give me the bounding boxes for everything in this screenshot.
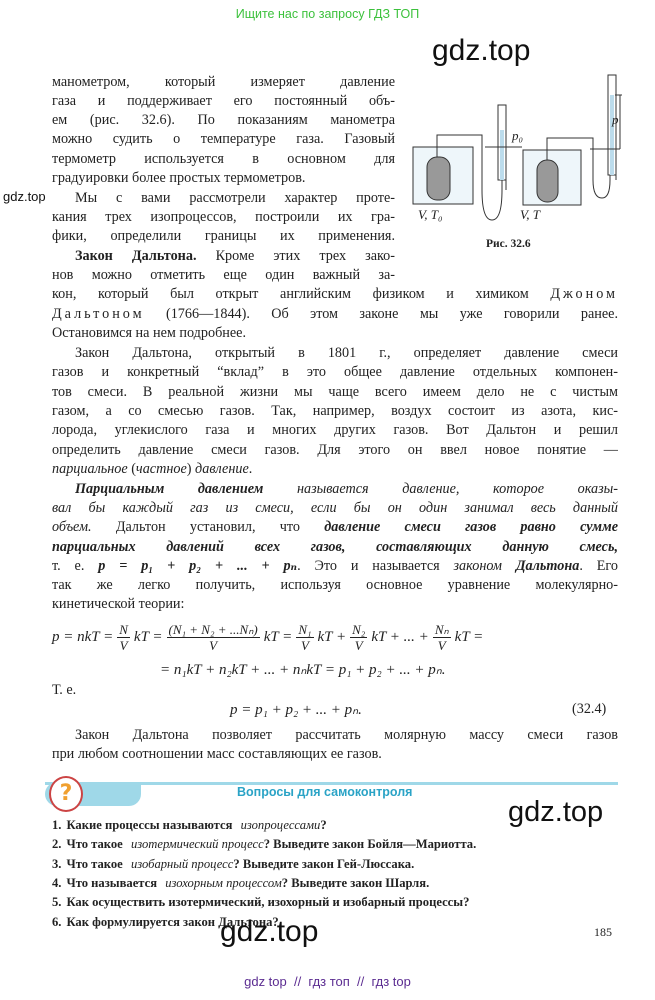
formula-part: kT = (454, 629, 484, 645)
text-segment: фики, определили границы их применения. (52, 228, 395, 244)
text-segment: определить давление смеси газов. Для этого он ввел новое понятие — (52, 442, 618, 458)
question-text: Как осуществить изотермический, изохорный и изобарный процессы? (66, 895, 470, 910)
numerator: N₁ (298, 622, 312, 637)
text-segment: кон, который был открыт английским физиком и химиком (52, 286, 551, 302)
formula-part: kT + (317, 629, 347, 645)
question-text: Как формулируется закон Дальтона? (66, 914, 279, 929)
question-number: 6. (52, 914, 62, 929)
text-segment: законом (453, 558, 516, 574)
text-segment: частное (135, 461, 187, 477)
denominator: V (119, 638, 128, 653)
text-segment: давление (195, 461, 249, 477)
text-segment: при любом соотношении масс составляющих ее газов. (52, 746, 382, 762)
figure-label-p: p (612, 112, 619, 127)
text-segment: Дальтоном (52, 306, 145, 322)
text-line (52, 285, 618, 304)
text-line (52, 150, 395, 169)
text-line (52, 305, 618, 324)
text-line (52, 499, 618, 518)
text-segment: p = p₁ + p₂ + ... + pₙ (98, 558, 298, 574)
text-segment: Дальтона (515, 558, 580, 574)
text-line (52, 169, 395, 188)
numerator: N₂ (352, 622, 366, 637)
question-text: ? Выведите закон Шарля. (281, 875, 430, 890)
text-segment: Мы с вами рассмотрели характер проте- (75, 190, 395, 206)
formula-part: p = nkT = (52, 629, 114, 645)
figure-label-p0: p₀ (512, 128, 524, 143)
fraction (433, 622, 451, 653)
text-line (52, 363, 618, 382)
text-line (52, 266, 395, 285)
question-text: ? (320, 818, 327, 832)
question-item (52, 876, 434, 891)
question-number: 4. (52, 875, 62, 890)
watermark-footer: gdz top // гдз топ // гдз top (244, 974, 411, 989)
text-segment: давление смеси газов равно сумме (324, 519, 618, 535)
question-text: ? Выведите закон Бойля—Мариотта. (263, 837, 477, 852)
question-text: ? Выведите закон Гей-Люссака. (233, 856, 415, 871)
text-line (75, 344, 618, 363)
question-text: Что называется (66, 875, 161, 890)
text-line (52, 595, 618, 614)
text-segment: Парциальным давлением (75, 481, 264, 497)
text-line (75, 189, 395, 208)
watermark-logo: gdz.top (220, 915, 319, 948)
text-line (52, 92, 395, 111)
fraction (117, 622, 130, 653)
text-segment: кания трех изопроцессов, построили их гра- (52, 209, 395, 225)
text-segment: Закон Дальтона, открытый в 1801 г., определяет давление смеси (75, 345, 618, 361)
text-segment: ( (127, 461, 136, 477)
text-line (52, 460, 618, 479)
text-segment: тов смеси. В реальной жизни мы чаще всего имеем дело не с чистым (52, 384, 618, 400)
text-segment: т. е. (52, 558, 99, 574)
question-text: изопроцессами (240, 818, 321, 832)
text-segment: ) (186, 461, 196, 477)
text-line (52, 557, 618, 576)
text-segment: Джоном (550, 286, 618, 302)
text-segment: Закон Дальтона. (75, 248, 197, 264)
text-segment: парциальное (52, 461, 128, 477)
numerator: (N₁ + N₂ + ...Nₙ) (168, 622, 258, 637)
figure-label-right: V, T (520, 207, 540, 222)
fraction (350, 622, 367, 653)
question-text: изотермический процесс (130, 837, 264, 852)
denominator: V (354, 638, 363, 653)
question-text: изобарный процесс (130, 856, 234, 871)
text-line (75, 247, 395, 266)
text-segment: газом, а со смесью газов. Так, например, воздух состоит из азота, кис- (52, 403, 618, 419)
formula-number: (32.4) (572, 701, 607, 717)
formula-part: kT = (263, 629, 293, 645)
text-line (52, 441, 618, 460)
formula-sum: = n₁kT + n₂kT + ... + nₙkT = p₁ + p₂ + ... + pₙ. (160, 662, 446, 678)
text-line (52, 324, 618, 343)
denominator: V (437, 638, 446, 653)
text-segment: газов и конкретный “вклад” в это общее давление отдельных компонен- (52, 364, 618, 380)
question-item (52, 895, 474, 910)
text-line (52, 130, 395, 149)
text-line (52, 208, 395, 227)
text-segment: лорода, углекислого газа и многих других газов. Вот Дальтон и решил (52, 422, 618, 438)
watermark-logo: gdz.top (432, 34, 531, 67)
watermark-logo: gdz.top (3, 189, 46, 204)
fraction (167, 622, 260, 653)
text-segment: парциальных давлений всех газов, составляющих данную смесь, (52, 539, 618, 555)
text-line (52, 111, 395, 130)
formula-part: kT + ... + (371, 629, 429, 645)
text-line (75, 480, 618, 499)
fraction (296, 622, 313, 653)
text-segment: объем. (52, 519, 92, 535)
text-segment: термометр используется в основном для (52, 151, 395, 167)
numerator: Nₙ (434, 622, 449, 637)
text-line (52, 383, 618, 402)
text-line (52, 538, 618, 557)
text-line (52, 518, 618, 537)
formula-part: kT = (133, 629, 163, 645)
text-segment: газа и поддерживает его постоянный объ- (52, 93, 395, 109)
formula-dalton: p = p₁ + p₂ + ... + pₙ. (230, 702, 362, 718)
text-line (75, 726, 618, 745)
numerator: N (119, 622, 128, 637)
denominator: V (209, 638, 218, 653)
figure-caption: Рис. 32.6 (486, 238, 531, 250)
text-segment: вал бы каждый газ из смеси, если бы он один занимал весь данный (52, 500, 618, 516)
watermark-logo: gdz.top (508, 796, 604, 828)
question-number: 1. (52, 818, 62, 832)
text-line (52, 745, 618, 764)
question-mark-icon: ? (49, 776, 83, 812)
text-segment: ем (рис. 32.6). По показаниям манометра (52, 112, 395, 128)
text-segment: . (248, 461, 253, 477)
text-segment: (1766—1844). Об этом законе мы уже говорили ранее. (144, 306, 618, 322)
denominator: V (300, 638, 309, 653)
text-segment: Кроме этих трех зако- (196, 248, 395, 264)
question-text: Какие процессы называются (66, 818, 236, 832)
text-segment: . Это и называется (297, 558, 454, 574)
text-segment: Дальтон установил, что (91, 519, 325, 535)
text-segment: Остановимся на нем подробнее. (52, 325, 247, 341)
formula-mkt (52, 622, 483, 653)
text-line (52, 402, 618, 421)
question-item (52, 857, 419, 872)
question-text: Что такое (66, 837, 126, 852)
text-segment: кинетической теории: (52, 596, 185, 612)
text-line (52, 227, 395, 246)
question-text: изохорным процессом (165, 875, 282, 890)
text-segment: градуировки более простых термометров. (52, 170, 306, 186)
text-segment: . Его (579, 558, 618, 574)
text-segment: Т. е. (52, 682, 77, 698)
text-line (52, 576, 618, 595)
text-segment: называется давление, которое оказы- (263, 481, 618, 497)
text-line (52, 681, 618, 700)
text-segment: так же легко получить, используя основное уравнение молекулярно- (52, 577, 618, 593)
question-number: 2. (52, 837, 62, 852)
text-segment: нов можно отметить еще один важный за- (52, 267, 395, 283)
question-text: Что такое (66, 856, 126, 871)
question-number: 5. (52, 895, 62, 910)
question-number: 3. (52, 856, 62, 871)
watermark-top: Ищите нас по запросу ГДЗ ТОП (235, 7, 420, 21)
text-segment: манометром, который измеряет давление (52, 74, 395, 90)
page-number: 185 (594, 925, 612, 939)
text-line (52, 73, 395, 92)
question-item (52, 818, 332, 833)
text-line (52, 421, 618, 440)
figure-label-left: V, T₀ (418, 207, 443, 222)
question-item (52, 837, 481, 852)
questions-title: Вопросы для самоконтроля (237, 785, 413, 799)
text-segment: можно судить о температуре газа. Газовый (52, 131, 395, 147)
text-segment: Закон Дальтона позволяет рассчитать молярную массу смеси газов (75, 727, 618, 743)
